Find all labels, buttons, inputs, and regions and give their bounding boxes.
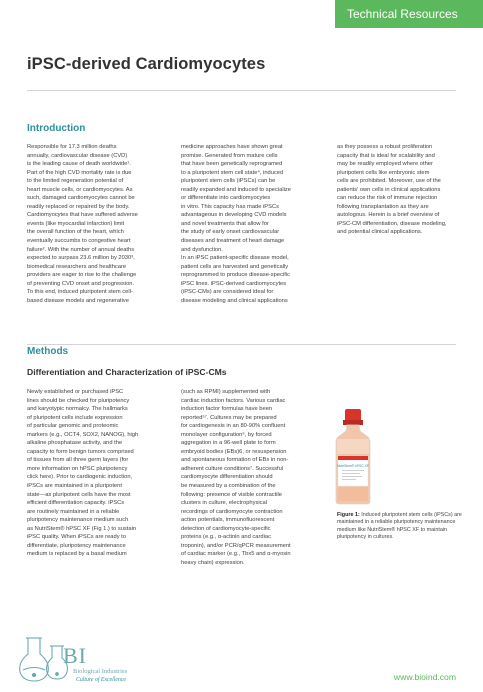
figure-1-caption: [337, 512, 462, 541]
text-line: to a pluripotent stem cell state⁴, induced: [181, 169, 284, 176]
intro-column-2: [181, 143, 291, 305]
logo-tagline: Culture of Excellence: [76, 677, 127, 683]
page-title: iPSC-derived Cardiomyocytes: [27, 55, 266, 73]
text-line: recordings of cardiomyocyte contraction: [181, 508, 283, 515]
text-line: medium is replaced by a basal medium: [27, 551, 127, 558]
text-line: and karyotypic normalcy. The hallmarks: [27, 406, 128, 413]
text-line: To this end, induced pluripotent stem cell-: [27, 289, 133, 296]
text-line: and dysfunction.: [181, 246, 223, 253]
text-line: may be readily employed where other: [337, 161, 433, 168]
figure-caption-label: Figure 1:: [337, 512, 360, 518]
text-line: capacity to form benign tumors comprised: [27, 448, 134, 455]
text-line: proteins (e.g., α-actinin and cardiac: [181, 534, 271, 541]
section-banner: Technical Resources: [335, 0, 483, 28]
text-line: adherent culture conditions⁷. Successful: [181, 465, 284, 472]
text-line: cardiomyocyte differentiation should: [181, 474, 273, 481]
text-line: advantageous in developing CVD models: [181, 212, 287, 219]
text-line: (such as RPMI) supplemented with: [181, 389, 271, 395]
text-line: lines should be checked for pluripotency: [27, 397, 130, 404]
text-line: of preventing CVD onset and progression.: [27, 280, 135, 287]
svg-text:NutriStem® hPSC XF: NutriStem® hPSC XF: [337, 464, 369, 468]
media-bottle-image: [333, 409, 373, 505]
text-line: more information on hPSC pluripotency: [27, 465, 128, 472]
text-line: embryoid bodies (EBs)6, or resuspension: [181, 448, 287, 455]
text-line: Part of the high CVD mortality rate is due: [27, 169, 132, 176]
text-line: the overall function of the heart, which: [27, 229, 124, 236]
figure-caption-text: Induced pluripotent stem cells (iPSCs) are maintained in a reliable pluripotency maintenance medium like NutriStem® hPSC XF to maintain pluripotency in cultures.: [337, 512, 462, 540]
section-divider: [27, 344, 456, 345]
text-line: reported⁵⁷. Cultures may be prepared: [181, 414, 277, 421]
text-line: of cardiac marker (e.g., Tbx5 and α-myosin: [181, 551, 291, 558]
text-line: following transplantation as they are: [337, 203, 429, 210]
text-line: Newly established or purchased iPSC: [27, 389, 124, 395]
text-line: iPSC lines. iPSC-derived cardiomyocytes: [181, 280, 287, 287]
text-line: of tissues from all three germ layers (for: [27, 457, 129, 464]
text-line: are routinely maintained in a reliable: [27, 508, 120, 515]
text-line: promise. Generated from mature cells: [181, 152, 278, 159]
methods-heading: Methods: [27, 346, 69, 357]
text-line: aggregation in a 96-well plate to form: [181, 440, 276, 447]
text-line: and potential clinical applications.: [337, 229, 423, 236]
text-line: can reduce the risk of immune rejection: [337, 195, 438, 202]
text-line: is the leading cause of death worldwide¹.: [27, 161, 131, 168]
text-line: autologous. Herein is a brief overview of: [337, 212, 440, 219]
intro-heading: Introduction: [27, 123, 86, 134]
text-line: capacity that is ideal for scalability and: [337, 152, 435, 159]
text-line: patient cells are harvested and genetically: [181, 263, 289, 270]
text-line: detection of cardiomyocyte-specific: [181, 525, 271, 532]
text-line: iPSCs are maintained in a pluripotent: [27, 483, 122, 490]
text-line: failure². With the number of annual deaths: [27, 246, 135, 253]
logo-letters: BI: [63, 643, 87, 668]
text-line: action potentials, immunofluorescent: [181, 517, 275, 524]
text-line: or differentiate into cardiomyocytes: [181, 195, 271, 202]
text-line: that have been genetically reprogramed: [181, 161, 283, 168]
text-line: based disease models and regenerative: [27, 297, 129, 304]
text-line: biomedical researchers and healthcare: [27, 263, 127, 270]
text-line: efficient differentiation capacity. iPSCs: [27, 500, 125, 507]
text-line: pluripotent cells like embryonic stem: [337, 169, 430, 176]
text-line: readily replaced or repaired by the body.: [27, 203, 130, 210]
text-line: differentiate, pluripotency maintenance: [27, 542, 126, 549]
methods-column-1: [27, 388, 138, 559]
text-line: Cardiomyocytes that have suffered adverse: [27, 212, 138, 219]
text-line: disease modeling and clinical applications: [181, 297, 288, 304]
text-line: heavy chain) expression.: [181, 559, 245, 566]
text-line: providers are eager to rise to the challenge: [27, 272, 137, 279]
text-line: and novel treatments that allow for: [181, 220, 269, 227]
text-line: cardiac induction factors. Various cardiac: [181, 397, 286, 404]
text-line: the study of early onset cardiovascular: [181, 229, 280, 236]
text-line: readily expanded and induced to specialize: [181, 186, 291, 193]
website-link[interactable]: www.bioind.com: [393, 672, 456, 682]
methods-subheading: Differentiation and Characterization of iPSC-CMs: [27, 367, 227, 377]
text-line: expected to surpass 23.6 million by 2030³,: [27, 255, 135, 262]
logo-company-name: Biological Industries: [73, 668, 128, 675]
text-line: reprogrammed to produce disease-specific: [181, 272, 290, 279]
text-line: click here). Prior to cardiogenic induction,: [27, 474, 133, 481]
text-line: clusters in culture, electrophysical: [181, 500, 267, 507]
text-line: such, damaged cardiomyocytes cannot be: [27, 195, 135, 202]
methods-column-2: [181, 388, 291, 567]
text-line: as NutriStem® hPSC XF (Fig 1.) to sustain: [27, 525, 137, 532]
text-line: as they possess a robust proliferation: [337, 144, 433, 150]
intro-column-3: [337, 143, 447, 237]
text-line: In an iPSC patient-specific disease model,: [181, 255, 289, 262]
text-line: be measured by a combination of the: [181, 483, 276, 490]
text-line: alkaline phosphatase activity, and the: [27, 440, 123, 447]
text-line: cells are prohibited. Moreover, use of the: [337, 178, 441, 185]
text-line: following: presence of visible contractile: [181, 491, 282, 498]
text-line: pluripotency maintenance medium such: [27, 517, 129, 524]
text-line: and spontaneous formation of EBs in non-: [181, 457, 289, 464]
text-line: (iPSC-CMs) are considered ideal for: [181, 289, 274, 296]
text-line: of pluripotent cells include expression: [27, 414, 123, 421]
text-line: to the limited regeneration potential of: [27, 178, 124, 185]
text-line: induction factor formulas have been: [181, 406, 273, 413]
text-line: Responsible for 17.3 million deaths: [27, 144, 117, 150]
text-line: iPSC-CM differentiation, disease modeling,: [337, 220, 447, 227]
text-line: annually, cardiovascular disease (CVD): [27, 152, 128, 159]
text-line: heart muscle cells, or cardiomyocytes. As: [27, 186, 133, 193]
title-divider: [27, 90, 456, 91]
text-line: iPSC quality. When iPSCs are ready to: [27, 534, 126, 541]
text-line: state—as pluripotent cells have the most: [27, 491, 131, 498]
text-line: for cardiogenesis in an 80-90% confluent: [181, 423, 286, 430]
text-line: events (like myocardial infarction) limit: [27, 220, 125, 227]
text-line: troponin), and/or PCR/qPCR measurement: [181, 542, 291, 549]
text-line: of particular genomic and proteomic: [27, 423, 119, 430]
text-line: diseases and treatment of heart damage: [181, 238, 285, 245]
text-line: medicine approaches have shown great: [181, 144, 283, 150]
text-line: pluripotent stem cells (iPSCs) can be: [181, 178, 276, 185]
text-line: patients' own cells in clinical applications: [337, 186, 441, 193]
text-line: monolayer configuration⁶, by forced: [181, 431, 272, 438]
text-line: in vitro. This capacity has made iPSCs: [181, 203, 280, 210]
text-line: eventually succumbs to congestive heart: [27, 238, 131, 245]
text-line: markers (e.g., OCT4, SOX2, NANOG), high: [27, 431, 139, 438]
intro-column-1: [27, 143, 138, 305]
